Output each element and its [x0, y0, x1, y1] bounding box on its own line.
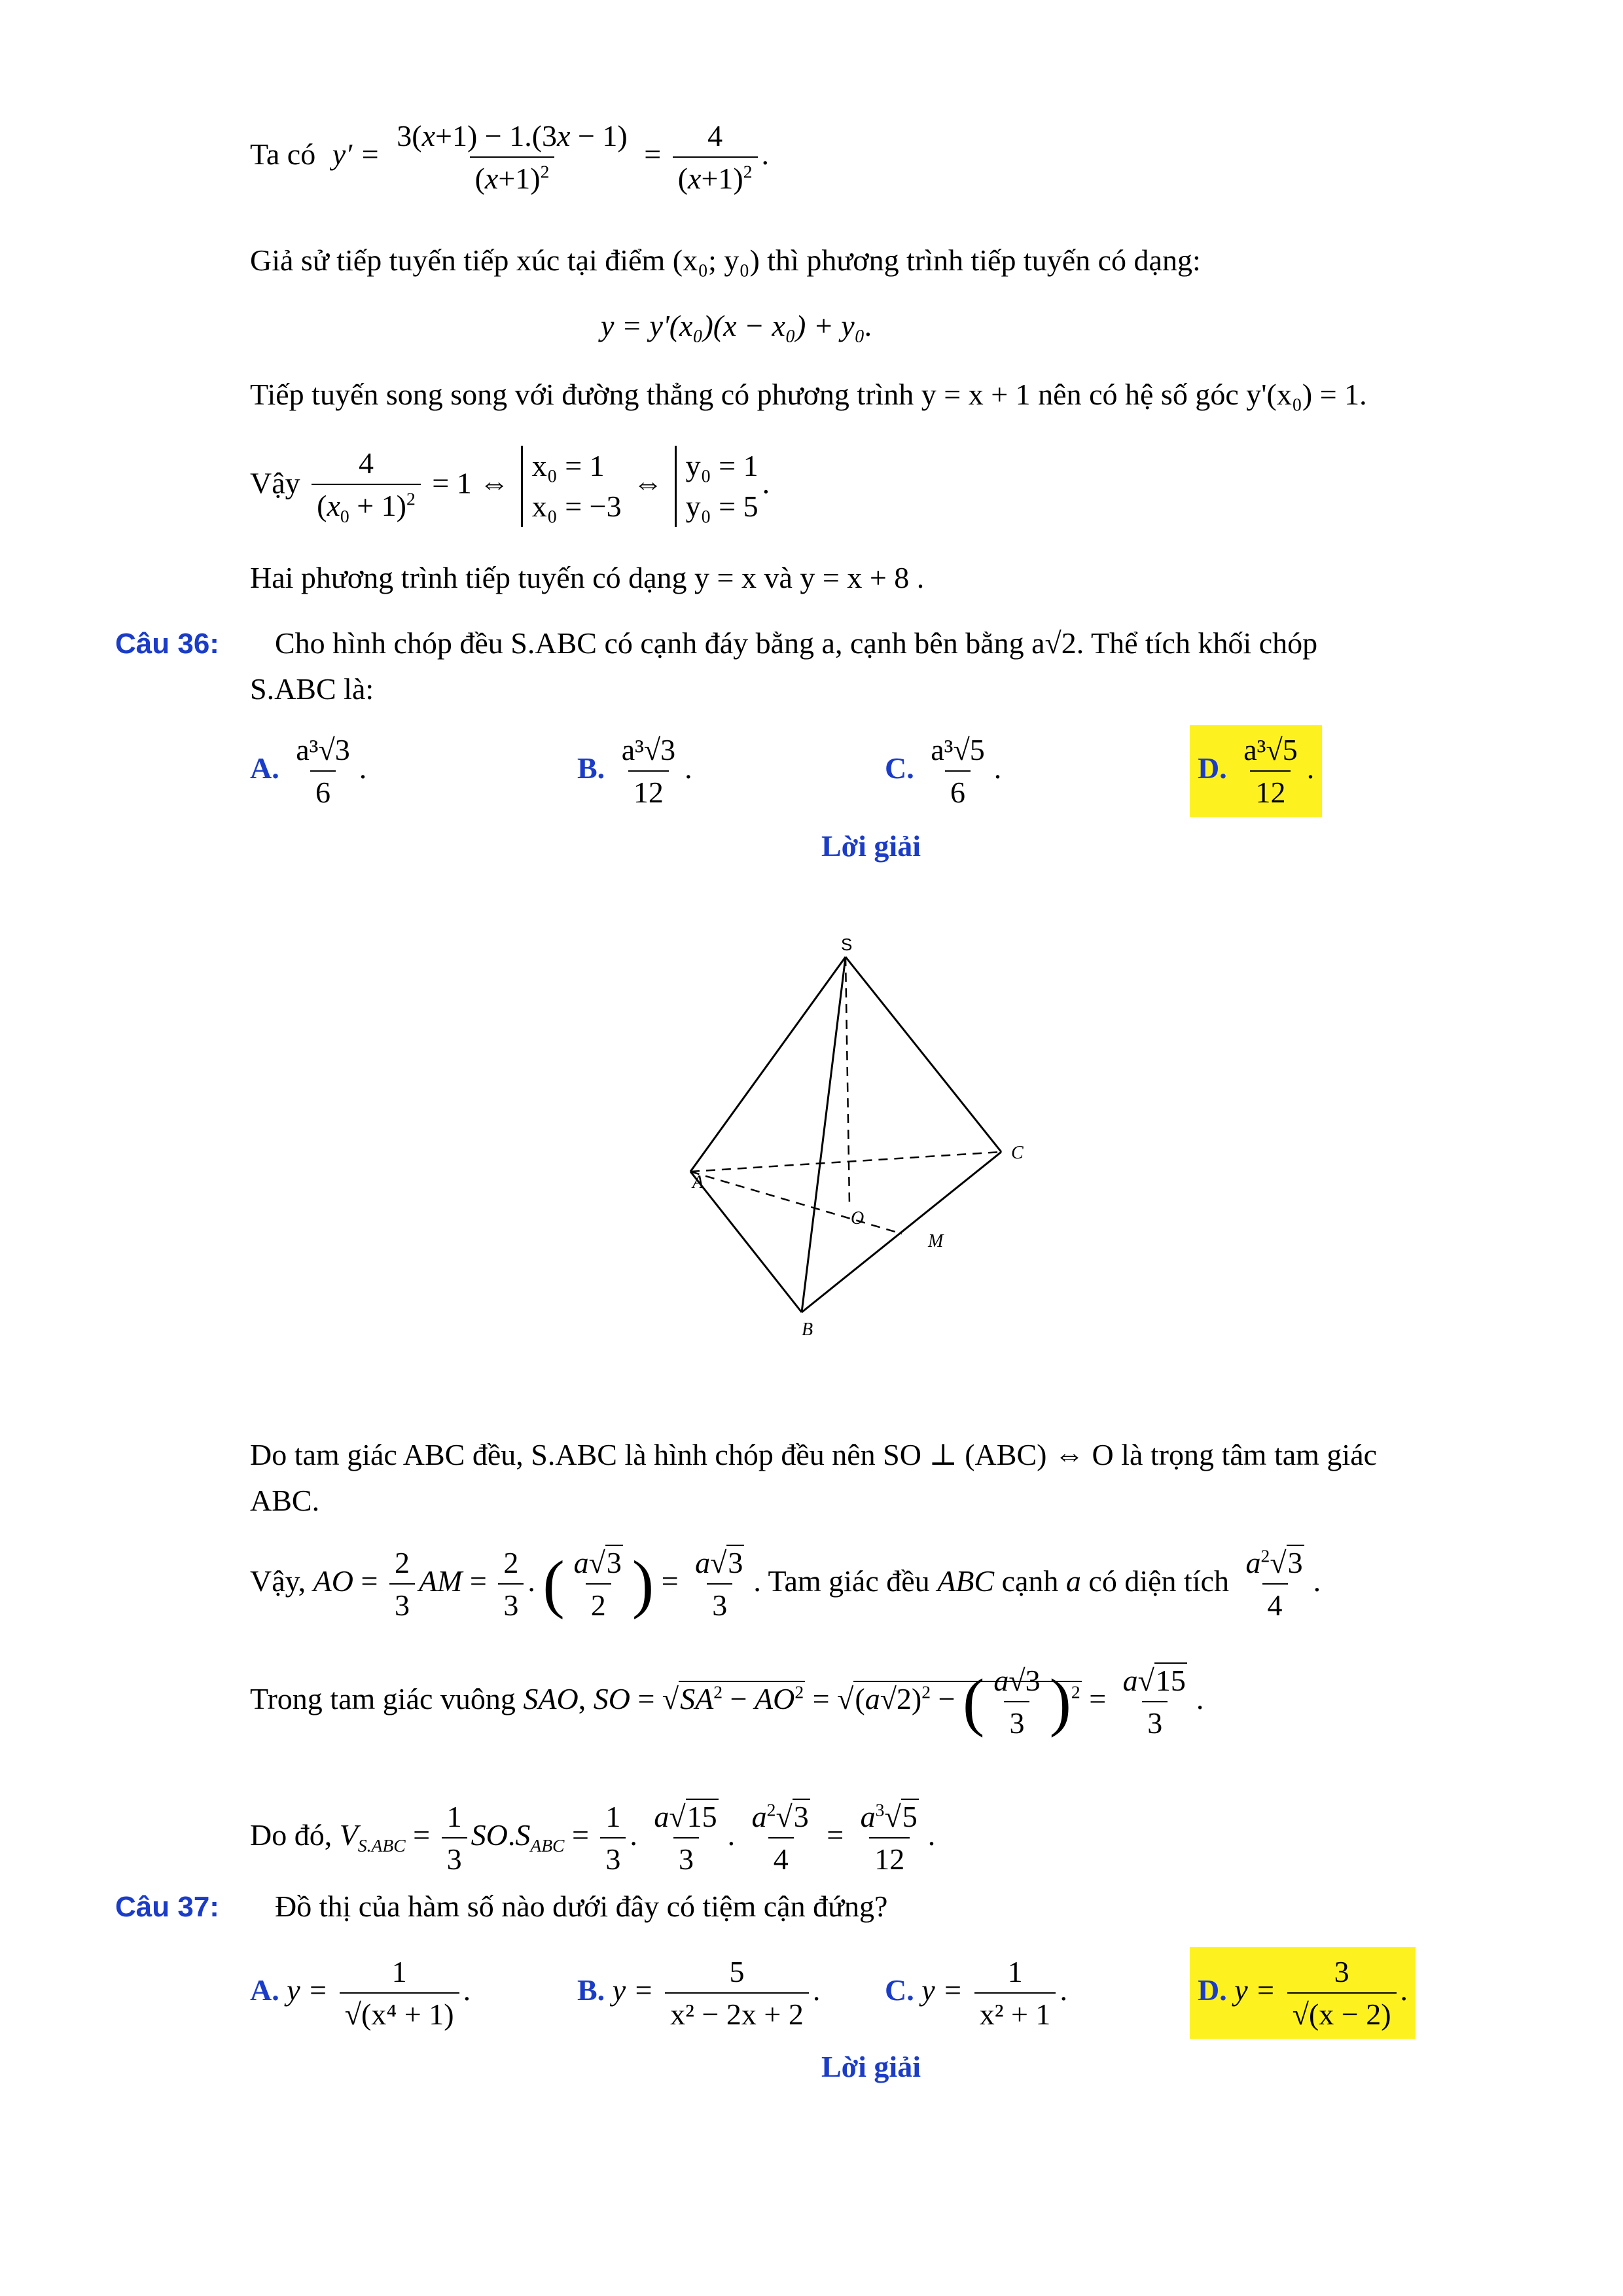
q36-option-c[interactable]: C. $\frac{\text{a³√5}}{6}$ . [885, 732, 1001, 810]
q37-option-c[interactable]: C. y = $\frac{1}{\text{x² + 1}}$ . [885, 1954, 1067, 2032]
q36-label: Câu 36: [115, 628, 219, 660]
label-c: C [1011, 1143, 1024, 1163]
label-a: A [692, 1172, 704, 1193]
edge-bc [802, 1152, 1001, 1312]
edge-sb [802, 957, 846, 1312]
q36-text-line1: Cho hình chóp đều S.ABC có cạnh đáy bằng a, cạnh bên bằng a√2. Thể tích khối chóp [275, 626, 1318, 660]
q36-option-a[interactable]: A. $\frac{\text{a³√3}}{6}$ . [250, 732, 366, 810]
q36-solution-line1: Do tam giác ABC đều, S.ABC là hình chóp đều nên SO ⊥ (ABC) ⇔ O là trọng tâm tam giác [250, 1438, 1378, 1471]
q36-solution-line3: Vậy, AO = $\frac{2}{3}$ AM = $\frac{2}{3}$ . ( $\frac{a√3}{2}$ ) = $\frac{a√3}{3}$ . Tam giác đều ABC cạnh a có diện tích $\frac{a^2√3}{4}$ . [250, 1545, 1321, 1623]
q37-solution-title: Lời giải [821, 2050, 921, 2083]
segment-so-hidden [846, 957, 849, 1204]
tangent-form: y = y'(x₀)(x − x₀) + y₀. [601, 309, 873, 342]
case-x2: x₀ = −3 [531, 489, 622, 523]
conclusion: Hai phương trình tiếp tuyến có dạng y = x và y = x + 8 . [250, 561, 925, 594]
edge-sc [846, 957, 1001, 1152]
pyramid-figure [668, 929, 1073, 1335]
case-y1: y₀ = 1 [685, 448, 758, 482]
median-am-hidden [690, 1172, 902, 1234]
point-sentence: Giả sử tiếp tuyến tiếp xúc tại điểm (x₀; y₀) thì phương trình tiếp tuyến có dạng: [250, 243, 1201, 277]
q36-solution-line2: ABC. [250, 1484, 320, 1517]
parallel-sentence: Tiếp tuyến song song với đường thẳng có phương trình y = x + 1 nên có hệ số góc y'(x₀) = 1. [250, 378, 1367, 411]
q36-option-d[interactable]: D. $\frac{\text{a³√5}}{12}$ . [1190, 725, 1322, 817]
q37-option-b[interactable]: B. y = $\frac{5}{\text{x² − 2x + 2}}$ . [577, 1954, 820, 2032]
q37-text: Đồ thị của hàm số nào dưới đây có tiệm cận đứng? [275, 1890, 888, 1923]
derivative-line: Ta có y′ = $\frac{3(x+1) - 1.(3x - 1)}{(x+1)^2}$ = $\frac{4}{(x+1)^2}$ . [250, 118, 769, 196]
q36-solution-line5: Do đó, $V_{S.ABC}$ = $\frac{1}{3}$ $SO.S_{ABC}$ = $\frac{1}{3}$ . $\frac{a√15}{3}$ . $\frac{a^2√3}{4}$ = $\frac{a^3√5}{12}$ . [250, 1799, 935, 1877]
q36-option-b[interactable]: B. $\frac{\text{a³√3}}{12}$ . [577, 732, 692, 810]
edge-ab [690, 1172, 802, 1312]
label-m: M [928, 1231, 944, 1251]
q37-option-d[interactable]: D. y = $\frac{3}{√(x - 2)}$ . [1190, 1947, 1416, 2039]
q37-option-a[interactable]: A. y = $\frac{1}{\text{√(x⁴ + 1)}}$ . [250, 1954, 471, 2032]
q37-label: Câu 37: [115, 1891, 219, 1923]
label-s: S [841, 935, 853, 954]
case-y2: y₀ = 5 [685, 489, 758, 523]
q36-solution-line4: Trong tam giác vuông SAO, SO = $√SA^2 - AO^2 = √(a√2)^2$ − ( $\frac{a√3}{3}$ )$^2$ = $\frac{a√15}{3}$ . [250, 1662, 1204, 1741]
system-line: Vậy $\frac{4}{(x_0 + 1)^2}$ = 1 ⇔ x₀ = 1 x₀ = −3 ⇔ y₀ = 1 y₀ = 5 . [250, 446, 770, 527]
q36-solution-title: Lời giải [821, 829, 921, 863]
label-b: B [802, 1319, 813, 1335]
edge-ac-hidden [690, 1152, 1001, 1172]
q36-text-line2: S.ABC là: [250, 672, 374, 706]
label-o: O [851, 1208, 865, 1229]
case-x1: x₀ = 1 [531, 448, 605, 482]
